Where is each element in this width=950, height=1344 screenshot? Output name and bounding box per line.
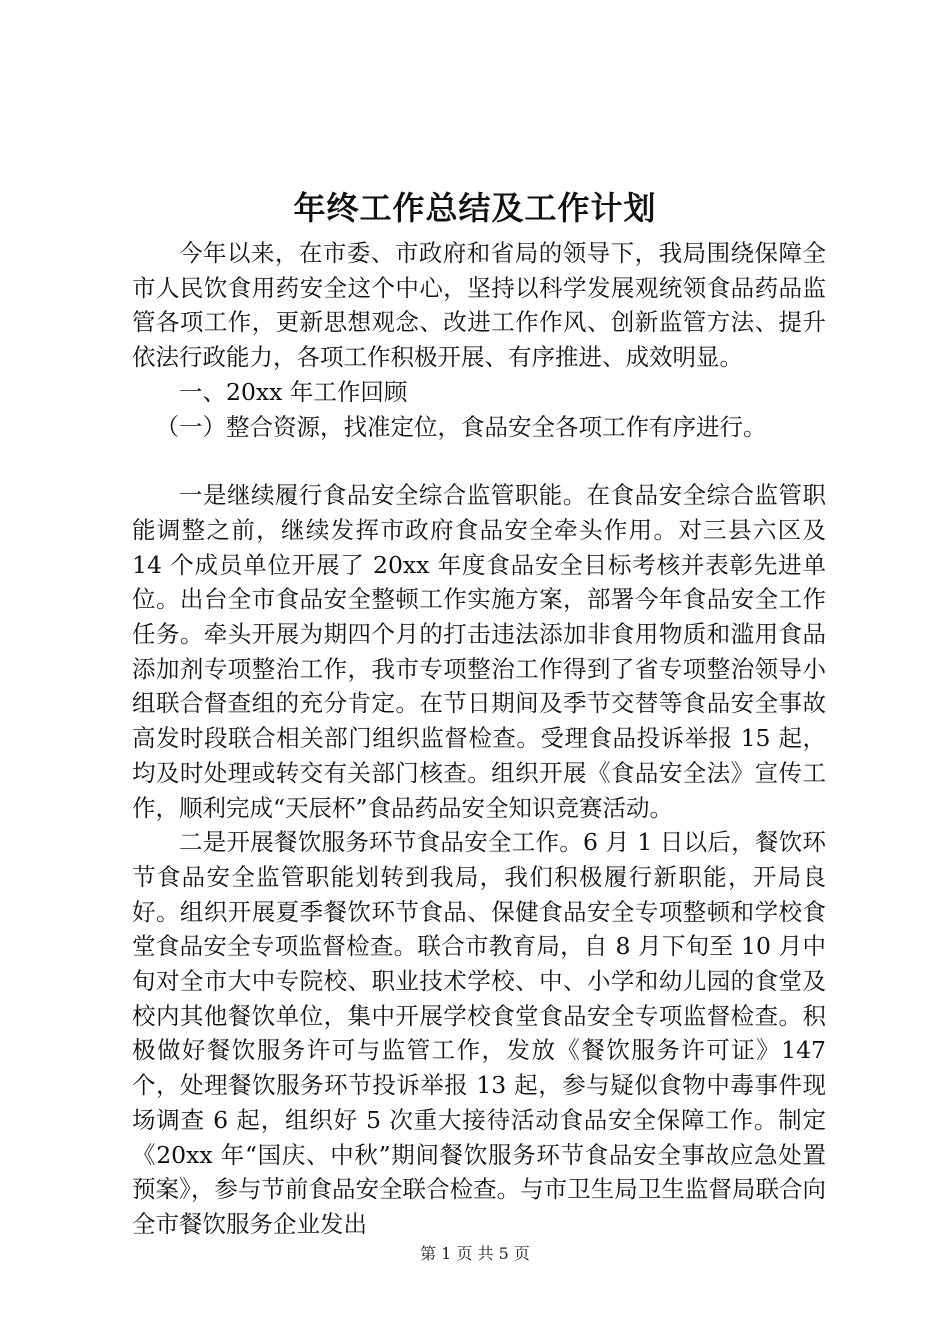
document-body <box>132 236 826 1242</box>
intro-paragraph: 今年以来，在市委、市政府和省局的领导下，我局围绕保障全市人民饮食用药安全这个中心，坚持以科学发展观统领食品药品监管各项工作，更新思想观念、改进工作作风、创新监管方法、提升依法行政能力，各项工作积极开展、有序推进、成效明显。 <box>132 239 826 372</box>
paragraph-2: 二是开展餐饮服务环节食品安全工作。6 月 1 日以后，餐饮环节食品安全监管职能划转到我局，我们积极履行新职能，开局良好。组织开展夏季餐饮环节食品、保健食品安全专项整顿和学校食堂食品安全专项监督检查。联合市教育局，自 8 月下旬至 10 月中旬对全市大中专院校、职业技术学校、中、小学和幼儿园的食堂及校内其他餐饮单位，集中开展学校食堂食品安全专项监督检查。积极做好餐饮服务许可与监管工作，发放《餐饮服务许可证》147 个，处理餐饮服务环节投诉举报 13 起，参与疑似食物中毒事件现场调查 6 起，组织好 5 次重大接待活动食品安全保障工作。制定《20xx 年“国庆、中秋”期间餐饮服务环节食品安全事故应急处置预案》，参与节前食品安全联合检查。与市卫生局卫生监督局联合向全市餐饮服务企业发出 <box>132 828 826 1238</box>
section-heading: 一、20xx 年工作回顾 <box>179 377 408 406</box>
paragraph-1: 一是继续履行食品安全综合监管职能。在食品安全综合监管职能调整之前，继续发挥市政府食品安全牵头作用。对三县六区及 14 个成员单位开展了 20xx 年度食品安全目标考核并表彰先进单位。出台全市食品安全整顿工作实施方案，部署今年食品安全工作任务。牵头开展为期四个月的打击违法添加非食用物质和滥用食品添加剂专项整治工作，我市专项整治工作得到了省专项整治领导小组联合督查组的充分肯定。在节日期间及季节交替等食品安全事故高发时段联合相关部门组织监督检查。受理食品投诉举报 15 起，均及时处理或转交有关部门核查。组织开展《食品安全法》宣传工作，顺利完成“天辰杯”食品药品安全知识竞赛活动。 <box>132 481 826 822</box>
page-title: 年终工作总结及工作计划 <box>293 189 657 227</box>
page-footer: 第 1 页 共 5 页 <box>420 1244 530 1263</box>
sub-heading: （一）整合资源，找准定位，食品安全各项工作有序进行。 <box>155 412 767 441</box>
